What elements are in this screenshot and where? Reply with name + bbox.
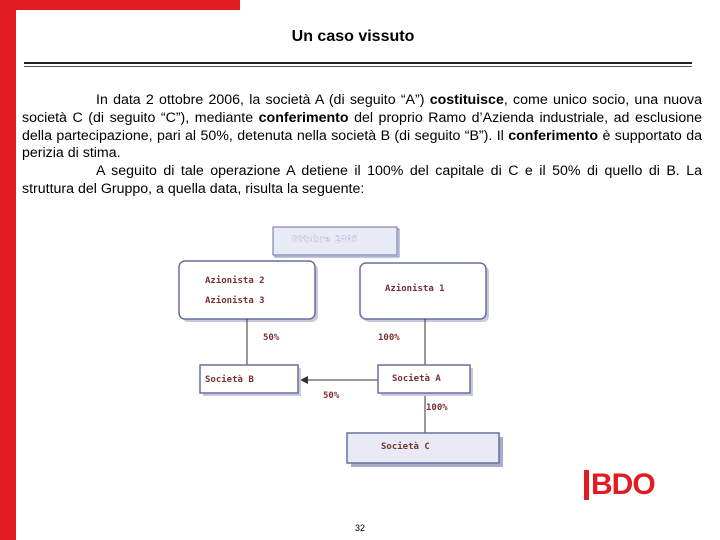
pct-shareholders-to-b: 50% [263,333,280,343]
paragraph-2: A seguito di tale operazione A detiene il 100% del capitale di C e il 50% di quello di B. La struttura del Gruppo, a quella data, risulta la seguente: [22,163,702,197]
bdo-logo [584,468,655,502]
page-number: 32 [354,523,365,533]
company-a-label: Società A [392,374,441,384]
paragraph-1: In data 2 ottobre 2006, la società A (di seguito “A”) costituisce, come unico socio, una nuova società C (di seguito “C”), mediante conferimento del proprio Ramo d’Azienda industriale, ad esclusione della partecipazione, pari al 50%, detenuta nella società B (di seguito “B”). Il conferimento è supportato da perizia di stima. [22,92,702,162]
slide-title: Un caso vissuto [291,28,415,45]
logo-text: BDO [591,468,655,501]
shareholder-1-label: Azionista 1 [385,284,445,294]
shareholders-left-box [179,261,315,319]
shareholder-2-label: Azionista 2 [205,276,265,286]
diagram-header-label: Ottobre 2006 [292,235,358,245]
pct-shareholder1-to-a: 100% [378,333,400,343]
company-b-label: Società B [205,375,254,385]
pct-a-to-c: 100% [426,403,448,413]
company-c-label: Società C [381,442,430,452]
logo-bar [584,470,589,500]
pct-a-to-b: 50% [323,391,340,401]
shareholder-3-label: Azionista 3 [205,296,265,306]
